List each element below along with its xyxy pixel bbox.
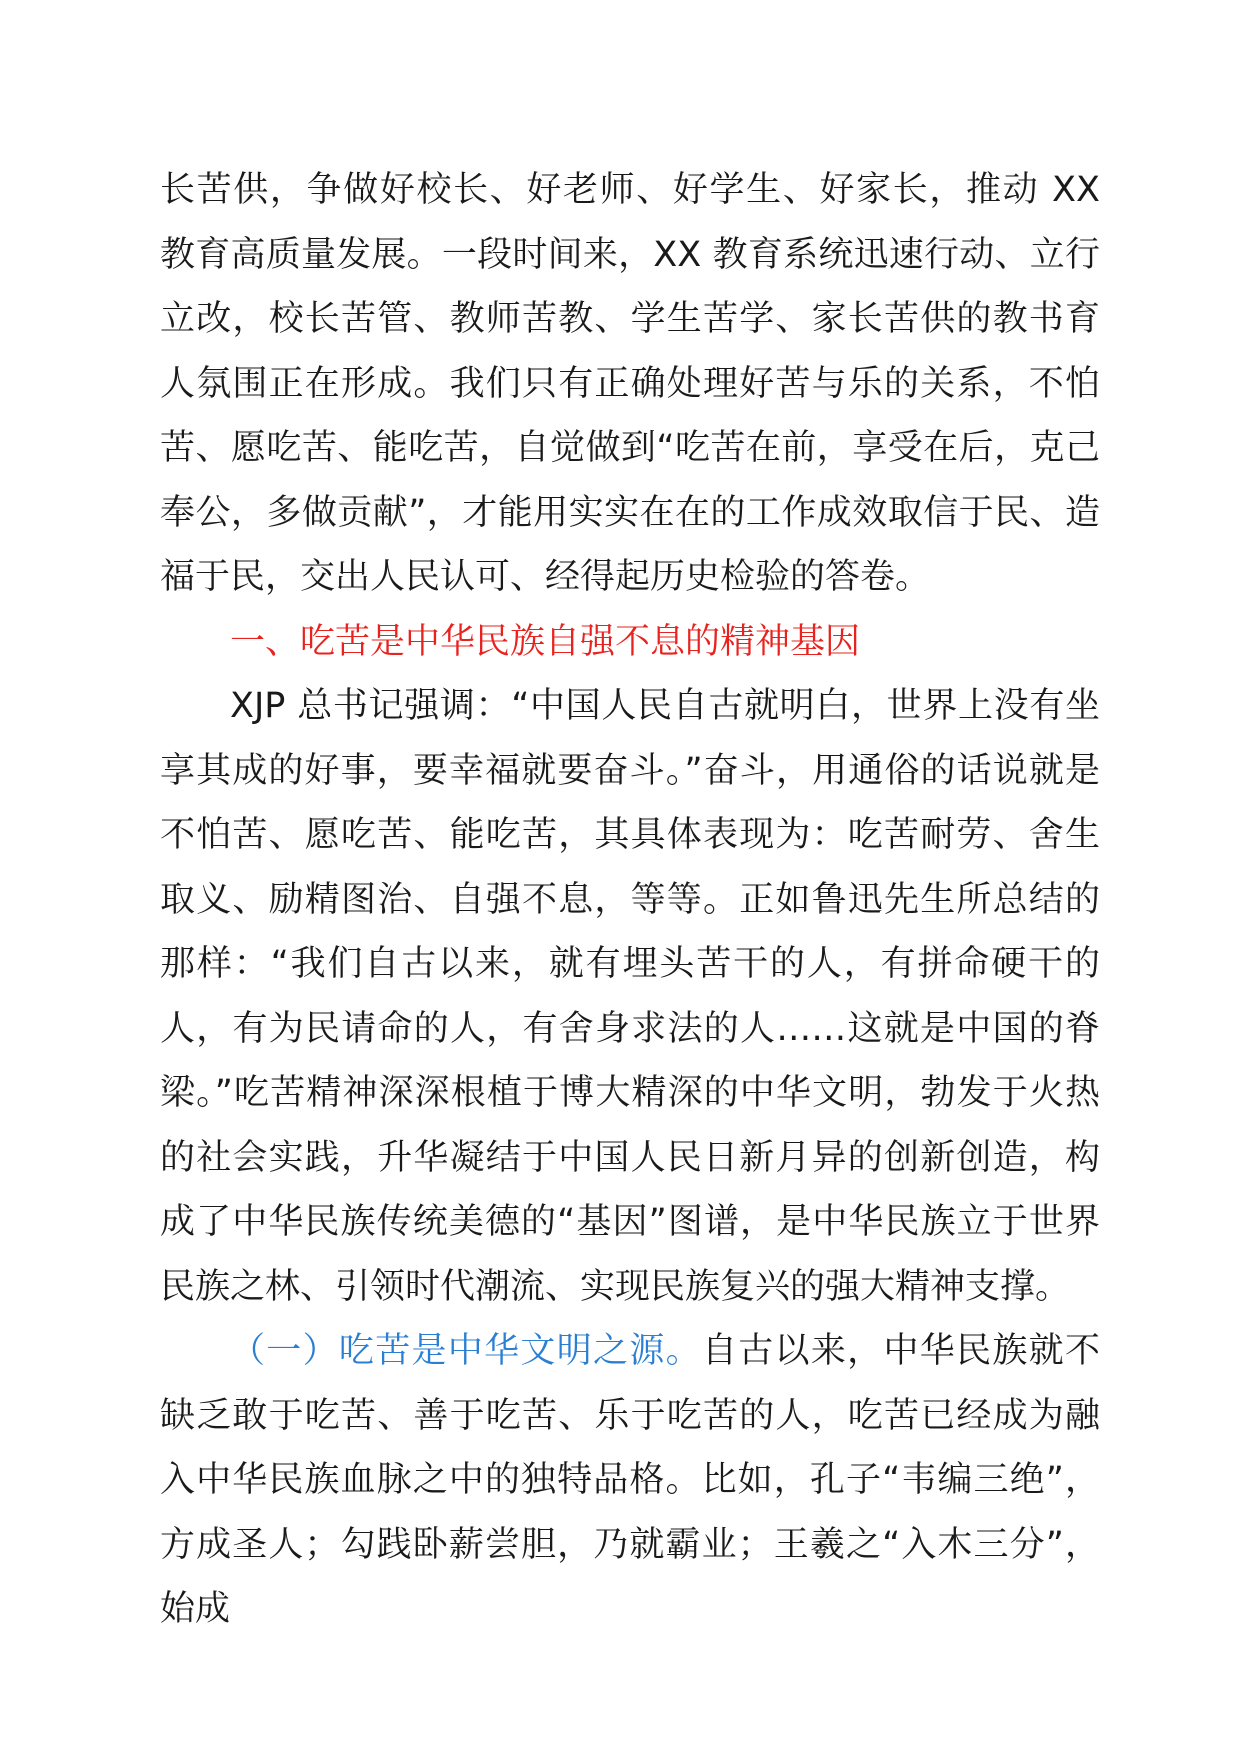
subsection-body: 自古以来，中华民族就不缺乏敢于吃苦、善于吃苦、乐于吃苦的人，吃苦已经成为融入中华民族血脉之中的独特品格。比如，孔子“韦编三绝”，方成圣人；勾践卧薪尝胆，乃就霸业；王羲之“入木三分”，始成 bbox=[160, 1331, 1100, 1629]
section-paragraph: XJP 总书记强调：“中国人民自古就明白，世界上没有坐享其成的好事，要幸福就要奋斗。”奋斗，用通俗的话说就是不怕苦、愿吃苦、能吃苦，其具体表现为：吃苦耐劳、舍生取义、励精图治、自强不息，等等。正如鲁迅先生所总结的那样：“我们自古以来，就有埋头苦干的人，有拼命硬干的人，有为民请命的人，有舍身求法的人……这就是中国的脊梁。”吃苦精神深深根植于博大精深的中华文明，勃发于火热的社会实践，升华凝结于中国人民日新月异的创新创造，构成了中华民族传统美德的“基因”图谱，是中华民族立于世界民族之林、引领时代潮流、实现民族复兴的强大精神支撑。 bbox=[160, 686, 1100, 1307]
intro-paragraph: 长苦供，争做好校长、好老师、好学生、好家长，推动 XX 教育高质量发展。一段时间来，XX 教育系统迅速行动、立行立改，校长苦管、教师苦教、学生苦学、家长苦供的教书育人氛围正在形成。我们只有正确处理好苦与乐的关系，不怕苦、愿吃苦、能吃苦，自觉做到“吃苦在前，享受在后，克己奉公，多做贡献”，才能用实实在在的工作成效取信于民、造福于民，交出人民认可、经得起历史检验的答卷。 bbox=[160, 170, 1100, 597]
document-page bbox=[160, 158, 1100, 1642]
subsection-paragraph bbox=[160, 1319, 1100, 1642]
subsection-heading: （一）吃苦是中华文明之源。 bbox=[230, 1331, 702, 1371]
section-heading: 一、吃苦是中华民族自强不息的精神基因 bbox=[230, 621, 861, 662]
